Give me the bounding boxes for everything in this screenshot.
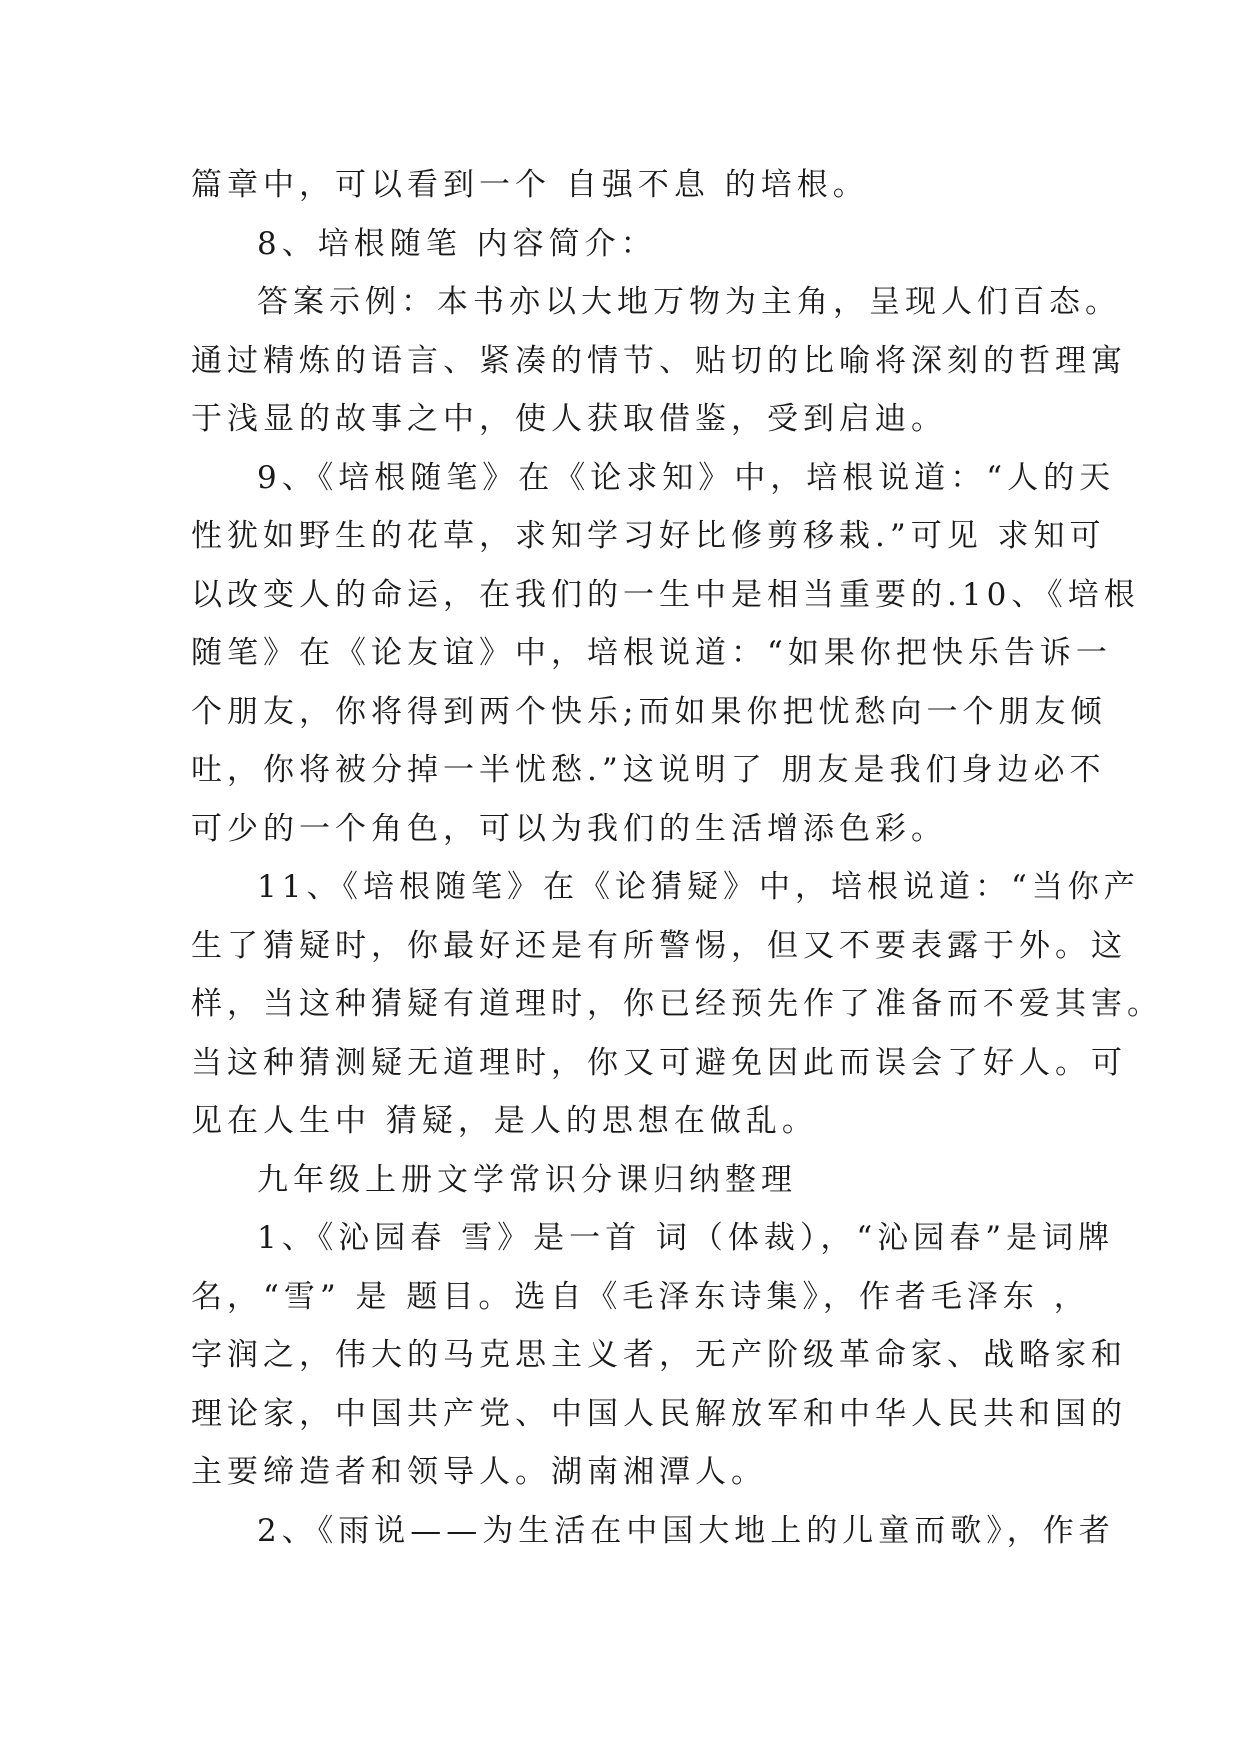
text-line: 名，“雪” 是 题目。选自《毛泽东诗集》，作者毛泽东 ， <box>191 1278 1090 1315</box>
text-line: 生了猜疑时，你最好还是有所警惕，但又不要表露于外。这 <box>191 927 1127 964</box>
text-line: 理论家，中国共产党、中国人民解放军和中华人民共和国的 <box>191 1395 1127 1432</box>
text-line: 当这种猜测疑无道理时，你又可避免因此而误会了好人。可 <box>191 1044 1127 1081</box>
text-line: 通过精炼的语言、紧凑的情节、贴切的比喻将深刻的哲理寓 <box>191 342 1127 379</box>
text-line: 篇章中，可以看到一个 自强不息 的培根。 <box>191 167 869 203</box>
text-line: 样，当这种猜疑有道理时，你已经预先作了准备而不爱其害。 <box>191 986 1163 1022</box>
text-line: 性犹如野生的花草，求知学习好比修剪移栽.”可见 求知可 <box>191 518 1106 554</box>
text-line: 可少的一个角色，可以为我们的生活增添色彩。 <box>191 810 947 847</box>
paragraph-start: 2、《雨说——为生活在中国大地上的儿童而歌》，作者 <box>257 1512 1115 1549</box>
text-line: 于浅显的故事之中，使人获取借鉴，受到启迪。 <box>191 401 947 437</box>
text-line: 主要缔造者和领导人。湖南湘潭人。 <box>191 1454 767 1490</box>
text-line: 见在人生中 猜疑，是人的思想在做乱。 <box>191 1103 818 1139</box>
paragraph-start: 9、《培根随笔》在《论求知》中，培根说道：“人的天 <box>257 459 1116 496</box>
text-line: 字润之，伟大的马克思主义者，无产阶级革命家、战略家和 <box>191 1337 1127 1373</box>
paragraph-start: 1、《沁园春 雪》是一首 词（体裁），“沁园春”是词牌 <box>257 1220 1115 1256</box>
text-line: 吐，你将被分掉一半忧愁.”这说明了 朋友是我们身边必不 <box>191 752 1106 788</box>
text-line: 随笔》在《论友谊》中，培根说道：“如果你把快乐告诉一 <box>191 635 1112 671</box>
text-line: 个朋友，你将得到两个快乐;而如果你把忧愁向一个朋友倾 <box>191 693 1107 730</box>
document-body <box>191 156 1163 1560</box>
paragraph-start: 11、《培根随笔》在《论猜疑》中，培根说道：“当你产 <box>257 869 1140 905</box>
section-heading: 8、培根随笔 内容简介： <box>257 225 657 262</box>
text-line: 以改变人的命运，在我们的一生中是相当重要的.10、《培根 <box>191 576 1140 613</box>
section-title: 九年级上册文学常识分课归纳整理 <box>257 1161 797 1198</box>
paragraph-start: 答案示例：本书亦以大地万物为主角，呈现人们百态。 <box>257 284 1121 320</box>
